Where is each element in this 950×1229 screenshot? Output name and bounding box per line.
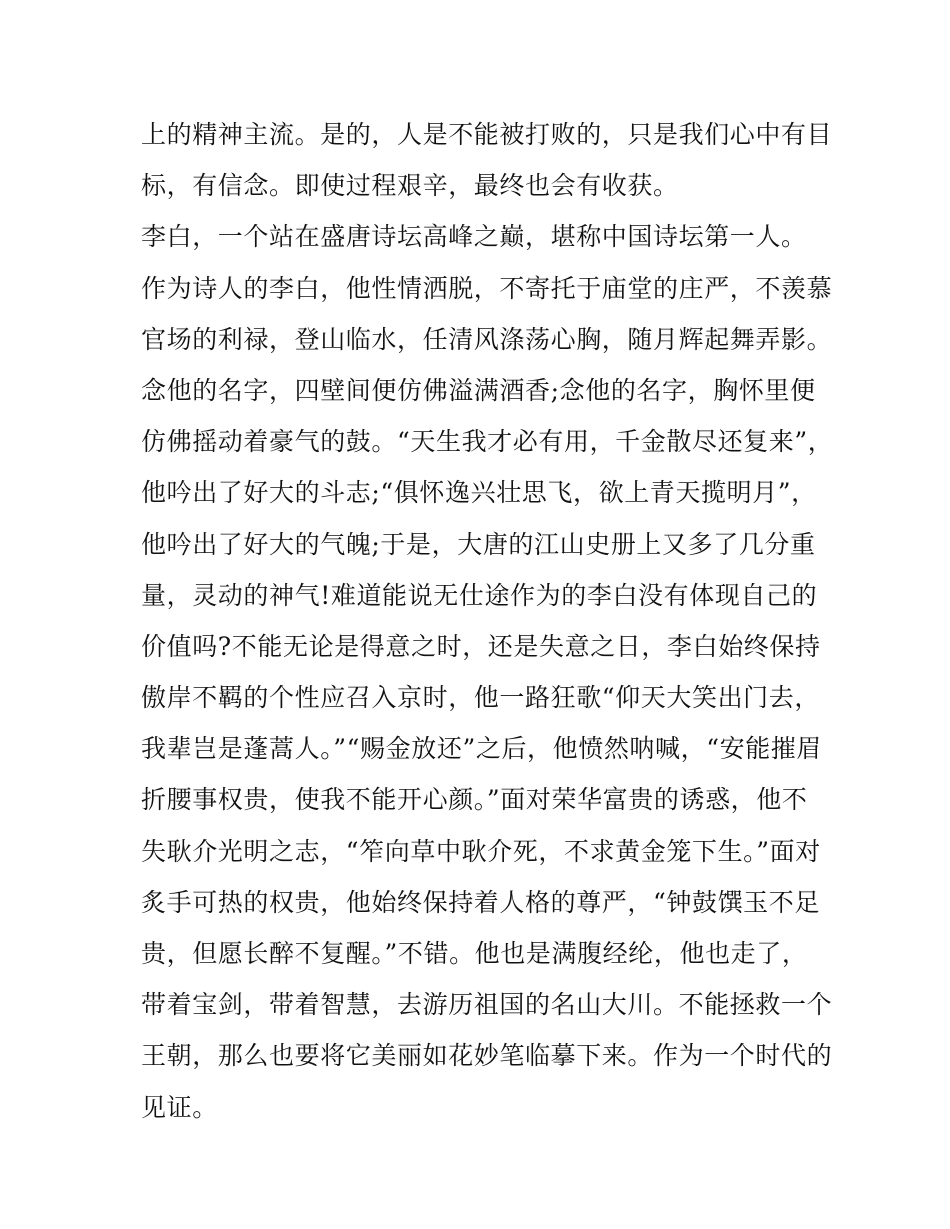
text-line: 仿佛摇动着豪气的鼓。“天生我才必有用，千金散尽还复来”， <box>141 427 834 457</box>
text-line: 标，有信念。即使过程艰辛，最终也会有收获。 <box>141 171 679 201</box>
document-body <box>141 109 834 1133</box>
text-line: 他吟出了好大的气魄;于是，大唐的江山史册上又多了几分重 <box>141 529 816 559</box>
text-line: 量，灵动的神气!难道能说无仕途作为的李白没有体现自己的 <box>141 580 818 610</box>
text-line: 念他的名字，四壁间便仿佛溢满酒香;念他的名字，胸怀里便 <box>141 375 816 405</box>
text-line: 傲岸不羁的个性应召入京时，他一路狂歌“仰天大笑出门去， <box>141 683 820 713</box>
text-line: 价值吗?不能无论是得意之时，还是失意之日，李白始终保持 <box>141 631 821 661</box>
text-line: 他吟出了好大的斗志;“俱怀逸兴壮思飞，欲上青天揽明月”， <box>141 478 817 508</box>
text-line: 折腰事权贵，使我不能开心颜。”面对荣华富贵的诱惑，他不 <box>141 785 808 815</box>
text-line: 炙手可热的权贵，他始终保持着人格的尊严，“钟鼓馔玉不足 <box>141 887 820 917</box>
text-line: 贵，但愿长醉不复醒。”不错。他也是满腹经纶，他也走了， <box>141 939 808 968</box>
text-line: 失耿介光明之志，“笮向草中耿介死，不求黄金笼下生。”面对 <box>141 836 821 866</box>
text-line: 王朝，那么也要将它美丽如花妙笔临摹下来。作为一个时代的 <box>141 1041 833 1071</box>
text-line: 李白，一个站在盛唐诗坛高峰之巅，堪称中国诗坛第一人。 <box>141 222 807 252</box>
text-line: 作为诗人的李白，他性情洒脱，不寄托于庙堂的庄严，不羡慕 <box>141 273 833 303</box>
text-line: 见证。 <box>141 1092 218 1122</box>
text-line: 带着宝剑，带着智慧，去游历祖国的名山大川。不能拯救一个 <box>141 990 833 1020</box>
text-line: 上的精神主流。是的，人是不能被打败的，只是我们心中有目 <box>141 120 833 149</box>
text-line: 官场的利禄，登山临水，任清风涤荡心胸，随月辉起舞弄影。 <box>141 324 833 354</box>
text-line: 我辈岂是蓬蒿人。”“赐金放还”之后，他愤然呐喊，“安能摧眉 <box>141 734 823 764</box>
